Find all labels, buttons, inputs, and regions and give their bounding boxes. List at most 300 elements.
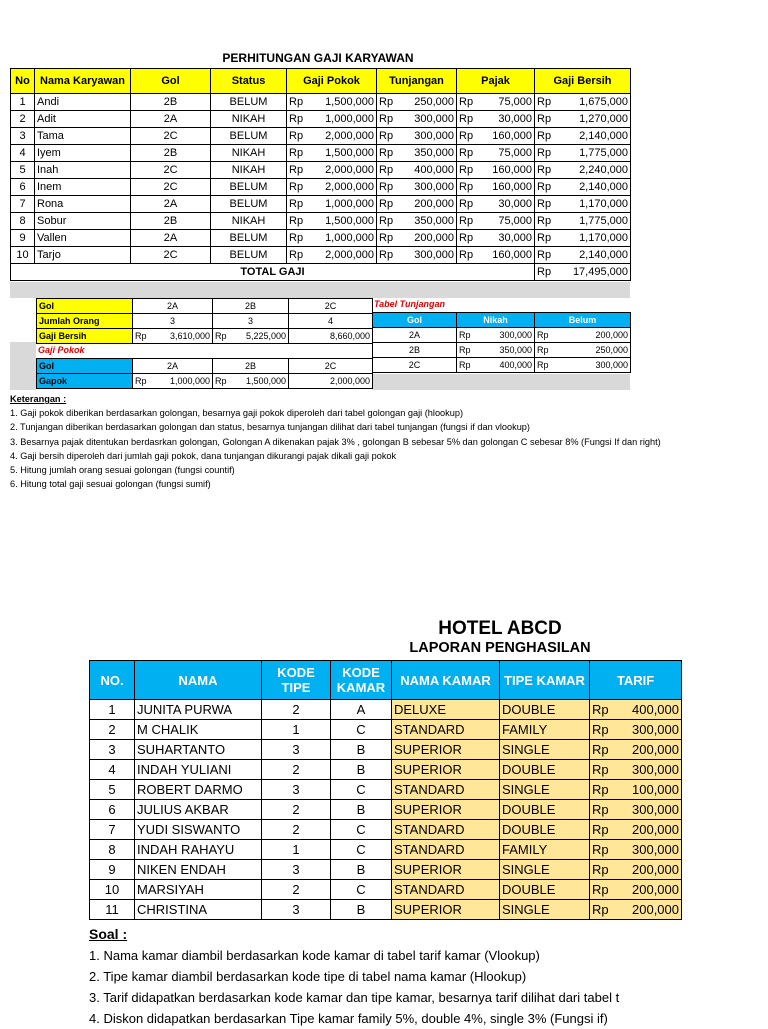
cell-kode-kamar: B xyxy=(331,760,392,780)
cell-kode-kamar: B xyxy=(331,900,392,920)
tunjangan-belum-value: 250,000 xyxy=(595,344,628,355)
currency: Rp xyxy=(289,214,304,227)
tunjangan-nikah-value: 400,000 xyxy=(499,359,532,370)
note-line: 5. Hitung jumlah orang sesuai golongan (fungsi countif) xyxy=(10,465,235,476)
gapok-value-row xyxy=(37,374,373,389)
tunjangan-belum xyxy=(535,343,631,358)
currency: Rp xyxy=(379,214,394,227)
cell-gol: 2A xyxy=(131,196,211,213)
hotel-table xyxy=(89,660,682,920)
table-row xyxy=(90,740,682,760)
cell-status: BELUM xyxy=(211,247,287,264)
currency: Rp xyxy=(289,95,304,108)
table-row xyxy=(373,358,631,373)
currency: Rp xyxy=(135,375,147,386)
cell-gaji-pokok-value: 2,000,000 xyxy=(325,129,374,142)
gray-band-top xyxy=(10,282,630,298)
cell-nama: ROBERT DARMO xyxy=(135,780,262,800)
summary-jumlah: 3 xyxy=(213,314,289,329)
cell-nama: Inah xyxy=(35,162,131,179)
table-row xyxy=(90,900,682,920)
cell-nama-kamar: STANDARD xyxy=(392,820,500,840)
cell-no: 6 xyxy=(90,800,135,820)
cell-nama: INDAH YULIANI xyxy=(135,760,262,780)
cell-pajak-value: 160,000 xyxy=(492,129,532,142)
cell-tarif-value: 300,000 xyxy=(632,801,679,817)
cell-kode-kamar: C xyxy=(331,840,392,860)
hotel-subtitle: LAPORAN PENGHASILAN xyxy=(409,640,591,656)
currency: Rp xyxy=(537,231,552,244)
gray-band-right xyxy=(372,374,630,390)
cell-gaji-pokok xyxy=(287,145,377,162)
currency: Rp xyxy=(459,214,474,227)
gray-band-side xyxy=(10,342,36,390)
cell-no: 1 xyxy=(11,94,35,111)
cell-kode-tipe: 3 xyxy=(262,900,331,920)
cell-no: 11 xyxy=(90,900,135,920)
cell-status: BELUM xyxy=(211,230,287,247)
currency: Rp xyxy=(379,197,394,210)
cell-gaji-pokok xyxy=(287,128,377,145)
currency: Rp xyxy=(379,95,394,108)
cell-kode-kamar: B xyxy=(331,800,392,820)
cell-no: 5 xyxy=(90,780,135,800)
cell-gaji-bersih-value: 2,140,000 xyxy=(579,180,628,193)
cell-nama: Sobur xyxy=(35,213,131,230)
cell-tipe-kamar: DOUBLE xyxy=(500,760,590,780)
header-tipe-kamar: TIPE KAMAR xyxy=(500,661,590,700)
cell-kode-tipe: 2 xyxy=(262,800,331,820)
currency: Rp xyxy=(537,329,549,340)
soal-line: 3. Tarif didapatkan berdasarkan kode kamar dan tipe kamar, besarnya tarif dilihat dari tabel t xyxy=(89,990,620,1005)
header-nama-kamar: NAMA KAMAR xyxy=(392,661,500,700)
summary-bersih-label: Gaji Bersih xyxy=(37,329,133,344)
gapok-col: 2A xyxy=(133,359,213,374)
cell-tunjangan-value: 300,000 xyxy=(414,180,454,193)
cell-tipe-kamar: FAMILY xyxy=(500,720,590,740)
tunjangan-nikah xyxy=(457,343,535,358)
cell-tunjangan xyxy=(377,196,457,213)
currency: Rp xyxy=(592,881,609,897)
currency: Rp xyxy=(215,330,227,341)
payroll-table xyxy=(10,68,631,281)
currency: Rp xyxy=(379,129,394,142)
header-kode-kamar: KODE KAMAR xyxy=(331,661,392,700)
currency: Rp xyxy=(592,861,609,877)
gaji-pokok-caption: Gaji Pokok xyxy=(38,345,85,355)
gapok-amount: 1,500,000 xyxy=(245,375,286,386)
cell-nama-kamar: DELUXE xyxy=(392,700,500,720)
cell-no: 7 xyxy=(90,820,135,840)
cell-tipe-kamar: SINGLE xyxy=(500,860,590,880)
cell-pajak-value: 75,000 xyxy=(498,95,532,108)
cell-no: 7 xyxy=(11,196,35,213)
cell-kode-kamar: A xyxy=(331,700,392,720)
table-row xyxy=(90,860,682,880)
cell-nama: M CHALIK xyxy=(135,720,262,740)
table-row xyxy=(11,247,631,264)
cell-kode-kamar: C xyxy=(331,880,392,900)
cell-tunjangan xyxy=(377,145,457,162)
cell-gaji-bersih-value: 1,170,000 xyxy=(579,231,628,244)
table-row xyxy=(90,700,682,720)
cell-tarif-value: 300,000 xyxy=(632,841,679,857)
note-line: 1. Gaji pokok diberikan berdasarkan golongan, besarnya gaji pokok diperoleh dari tabel golongan gaji (hlookup) xyxy=(10,408,464,419)
table-row xyxy=(90,760,682,780)
header-no: NO. xyxy=(90,661,135,700)
cell-kode-tipe: 2 xyxy=(262,820,331,840)
tunjangan-belum xyxy=(535,358,631,373)
gapok-value xyxy=(213,374,289,389)
tunjangan-caption: Tabel Tunjangan xyxy=(374,299,446,309)
tunjangan-belum xyxy=(535,328,631,343)
cell-tarif-value: 200,000 xyxy=(632,741,679,757)
cell-gaji-bersih xyxy=(535,179,631,196)
currency: Rp xyxy=(289,146,304,159)
note-line: 3. Besarnya pajak ditentukan berdasrkan golongan, Golongan A dikenakan pajak 3% , golongan B sebesar 5% dan golongan C sebesar 8% (Fungsi If dan right) xyxy=(10,436,661,447)
currency: Rp xyxy=(537,163,552,176)
soal-line: 4. Diskon didapatkan berdasarkan Tipe kamar family 5%, double 4%, single 3% (Fungsi if) xyxy=(89,1011,608,1026)
tunjangan-nikah-value: 300,000 xyxy=(499,329,532,340)
currency: Rp xyxy=(379,180,394,193)
table-row xyxy=(90,780,682,800)
cell-tarif xyxy=(590,720,682,740)
cell-tipe-kamar: DOUBLE xyxy=(500,800,590,820)
cell-tunjangan xyxy=(377,247,457,264)
payroll-title: PERHITUNGAN GAJI KARYAWAN xyxy=(222,51,414,65)
tunjangan-nikah xyxy=(457,328,535,343)
summary-jumlah-row xyxy=(37,314,373,329)
tunjangan-header: Belum xyxy=(535,313,631,328)
cell-no: 9 xyxy=(11,230,35,247)
currency: Rp xyxy=(537,265,552,278)
table-row xyxy=(373,328,631,343)
currency: Rp xyxy=(537,359,549,370)
cell-nama-kamar: SUPERIOR xyxy=(392,760,500,780)
cell-gaji-pokok-value: 1,500,000 xyxy=(325,95,374,108)
cell-tunjangan xyxy=(377,111,457,128)
tunjangan-nikah-value: 350,000 xyxy=(499,344,532,355)
cell-nama: Vallen xyxy=(35,230,131,247)
currency: Rp xyxy=(537,180,552,193)
cell-gaji-bersih-value: 2,240,000 xyxy=(579,163,628,176)
summary-jumlah-label: Jumlah Orang xyxy=(37,314,133,329)
cell-gaji-bersih xyxy=(535,145,631,162)
cell-gol: 2B xyxy=(131,213,211,230)
currency: Rp xyxy=(592,901,609,917)
cell-tarif xyxy=(590,760,682,780)
hotel-notes xyxy=(89,924,619,1029)
cell-kode-tipe: 3 xyxy=(262,780,331,800)
cell-gaji-bersih-value: 1,775,000 xyxy=(579,214,628,227)
tunjangan-belum-value: 300,000 xyxy=(595,359,628,370)
cell-gaji-bersih xyxy=(535,247,631,264)
cell-gaji-pokok-value: 1,000,000 xyxy=(325,112,374,125)
table-row xyxy=(90,820,682,840)
cell-kode-tipe: 1 xyxy=(262,720,331,740)
cell-status: NIKAH xyxy=(211,162,287,179)
cell-tipe-kamar: DOUBLE xyxy=(500,700,590,720)
summary-bersih: 8,660,000 xyxy=(289,329,373,344)
cell-nama: JUNITA PURWA xyxy=(135,700,262,720)
cell-pajak-value: 75,000 xyxy=(498,146,532,159)
cell-gaji-pokok xyxy=(287,247,377,264)
cell-no: 1 xyxy=(90,700,135,720)
cell-gaji-pokok xyxy=(287,111,377,128)
cell-tunjangan-value: 200,000 xyxy=(414,231,454,244)
cell-no: 10 xyxy=(90,880,135,900)
gapok-gol-label: Gol xyxy=(37,359,133,374)
table-row xyxy=(11,128,631,145)
cell-gaji-bersih xyxy=(535,196,631,213)
total-value-cell xyxy=(535,264,631,281)
hotel-header-row xyxy=(90,661,682,700)
cell-gaji-pokok xyxy=(287,94,377,111)
cell-pajak-value: 30,000 xyxy=(498,231,532,244)
table-row xyxy=(11,230,631,247)
cell-nama-kamar: STANDARD xyxy=(392,780,500,800)
cell-nama: Rona xyxy=(35,196,131,213)
cell-gaji-bersih xyxy=(535,111,631,128)
currency: Rp xyxy=(289,163,304,176)
cell-tipe-kamar: DOUBLE xyxy=(500,820,590,840)
cell-nama-kamar: SUPERIOR xyxy=(392,740,500,760)
cell-nama: Inem xyxy=(35,179,131,196)
cell-gaji-pokok-value: 1,000,000 xyxy=(325,231,374,244)
currency: Rp xyxy=(537,344,549,355)
cell-nama: MARSIYAH xyxy=(135,880,262,900)
currency: Rp xyxy=(459,359,471,370)
currency: Rp xyxy=(537,129,552,142)
summary-jumlah: 4 xyxy=(289,314,373,329)
cell-tunjangan xyxy=(377,94,457,111)
cell-gol: 2B xyxy=(131,145,211,162)
header-nama: NAMA xyxy=(135,661,262,700)
header-pajak: Pajak xyxy=(457,69,535,94)
cell-tarif xyxy=(590,820,682,840)
cell-status: NIKAH xyxy=(211,145,287,162)
cell-status: BELUM xyxy=(211,94,287,111)
cell-kode-tipe: 2 xyxy=(262,880,331,900)
cell-no: 4 xyxy=(90,760,135,780)
currency: Rp xyxy=(135,330,147,341)
cell-no: 8 xyxy=(11,213,35,230)
cell-pajak xyxy=(457,111,535,128)
cell-pajak xyxy=(457,213,535,230)
table-row xyxy=(11,196,631,213)
cell-pajak xyxy=(457,196,535,213)
cell-tarif-value: 200,000 xyxy=(632,821,679,837)
cell-kode-kamar: B xyxy=(331,860,392,880)
cell-gol: 2B xyxy=(131,94,211,111)
cell-pajak-value: 160,000 xyxy=(492,248,532,261)
currency: Rp xyxy=(459,329,471,340)
currency: Rp xyxy=(289,129,304,142)
currency: Rp xyxy=(215,375,227,386)
cell-status: BELUM xyxy=(211,128,287,145)
cell-gaji-bersih xyxy=(535,162,631,179)
cell-gaji-pokok-value: 2,000,000 xyxy=(325,163,374,176)
summary-bersih-value: 3,610,000 xyxy=(169,330,210,341)
cell-tunjangan xyxy=(377,213,457,230)
tunjangan-header: Nikah xyxy=(457,313,535,328)
currency: Rp xyxy=(459,180,474,193)
currency: Rp xyxy=(289,197,304,210)
currency: Rp xyxy=(537,112,552,125)
cell-tunjangan-value: 300,000 xyxy=(414,112,454,125)
currency: Rp xyxy=(289,248,304,261)
cell-tunjangan-value: 400,000 xyxy=(414,163,454,176)
cell-tarif-value: 200,000 xyxy=(632,861,679,877)
summary-bersih-row xyxy=(37,329,373,344)
table-row xyxy=(11,94,631,111)
cell-tarif-value: 300,000 xyxy=(632,761,679,777)
cell-gaji-pokok xyxy=(287,196,377,213)
currency: Rp xyxy=(459,163,474,176)
currency: Rp xyxy=(289,231,304,244)
total-value: 17,495,000 xyxy=(572,265,628,278)
currency: Rp xyxy=(459,231,474,244)
table-row xyxy=(90,800,682,820)
cell-tarif xyxy=(590,860,682,880)
cell-gaji-pokok-value: 2,000,000 xyxy=(325,248,374,261)
cell-tarif-value: 400,000 xyxy=(632,701,679,717)
currency: Rp xyxy=(537,146,552,159)
cell-tarif xyxy=(590,740,682,760)
cell-gol: 2A xyxy=(131,111,211,128)
summary-gol-row xyxy=(37,299,373,314)
currency: Rp xyxy=(459,344,471,355)
cell-gaji-bersih xyxy=(535,128,631,145)
header-no: No xyxy=(11,69,35,94)
cell-nama-kamar: SUPERIOR xyxy=(392,860,500,880)
cell-pajak xyxy=(457,162,535,179)
gapok-col: 2C xyxy=(289,359,373,374)
cell-nama-kamar: STANDARD xyxy=(392,720,500,740)
tunjangan-header-row xyxy=(373,313,631,328)
gapok-value: 2,000,000 xyxy=(289,374,373,389)
cell-pajak-value: 160,000 xyxy=(492,163,532,176)
currency: Rp xyxy=(592,801,609,817)
cell-gaji-bersih-value: 1,775,000 xyxy=(579,146,628,159)
table-row xyxy=(11,213,631,230)
cell-no: 4 xyxy=(11,145,35,162)
cell-tarif-value: 100,000 xyxy=(632,781,679,797)
cell-gaji-pokok xyxy=(287,213,377,230)
currency: Rp xyxy=(459,248,474,261)
cell-pajak-value: 30,000 xyxy=(498,197,532,210)
table-row xyxy=(90,840,682,860)
cell-gaji-bersih xyxy=(535,94,631,111)
cell-tunjangan-value: 300,000 xyxy=(414,129,454,142)
currency: Rp xyxy=(537,214,552,227)
header-tarif: TARIF xyxy=(590,661,682,700)
cell-pajak xyxy=(457,179,535,196)
cell-pajak xyxy=(457,230,535,247)
cell-kode-kamar: C xyxy=(331,720,392,740)
cell-nama-kamar: STANDARD xyxy=(392,840,500,860)
cell-gol: 2A xyxy=(131,230,211,247)
tunjangan-nikah xyxy=(457,358,535,373)
summary-bersih xyxy=(213,329,289,344)
cell-tarif xyxy=(590,800,682,820)
currency: Rp xyxy=(379,146,394,159)
cell-gaji-pokok-value: 1,500,000 xyxy=(325,214,374,227)
cell-tunjangan-value: 200,000 xyxy=(414,197,454,210)
gapok-label: Gapok xyxy=(37,374,133,389)
currency: Rp xyxy=(459,197,474,210)
cell-kode-tipe: 2 xyxy=(262,760,331,780)
payroll-header-row xyxy=(11,69,631,94)
cell-gaji-bersih-value: 2,140,000 xyxy=(579,248,628,261)
tunjangan-table xyxy=(372,312,631,373)
cell-gaji-pokok-value: 1,500,000 xyxy=(325,146,374,159)
payroll-notes xyxy=(10,392,661,491)
cell-gaji-pokok-value: 2,000,000 xyxy=(325,180,374,193)
cell-no: 3 xyxy=(11,128,35,145)
summary-col: 2C xyxy=(289,299,373,314)
currency: Rp xyxy=(459,95,474,108)
cell-tunjangan xyxy=(377,179,457,196)
cell-pajak xyxy=(457,145,535,162)
currency: Rp xyxy=(459,112,474,125)
currency: Rp xyxy=(592,821,609,837)
cell-no: 5 xyxy=(11,162,35,179)
cell-tunjangan-value: 300,000 xyxy=(414,248,454,261)
cell-pajak-value: 160,000 xyxy=(492,180,532,193)
cell-status: NIKAH xyxy=(211,213,287,230)
cell-gaji-pokok xyxy=(287,230,377,247)
cell-gaji-pokok xyxy=(287,179,377,196)
header-gaji-bersih: Gaji Bersih xyxy=(535,69,631,94)
cell-nama-kamar: SUPERIOR xyxy=(392,900,500,920)
currency: Rp xyxy=(592,781,609,797)
soal-line: 2. Tipe kamar diambil berdasarkan kode tipe di tabel nama kamar (Hlookup) xyxy=(89,969,527,984)
cell-no: 8 xyxy=(90,840,135,860)
hotel-body xyxy=(90,700,682,920)
header-gol: Gol xyxy=(131,69,211,94)
header-gaji-pokok: Gaji Pokok xyxy=(287,69,377,94)
tunjangan-gol: 2B xyxy=(373,343,457,358)
cell-kode-tipe: 2 xyxy=(262,700,331,720)
cell-nama: YUDI SISWANTO xyxy=(135,820,262,840)
summary-col: 2A xyxy=(133,299,213,314)
cell-tunjangan-value: 250,000 xyxy=(414,95,454,108)
cell-nama: Andi xyxy=(35,94,131,111)
summary-gol-label: Gol xyxy=(37,299,133,314)
summary-jumlah: 3 xyxy=(133,314,213,329)
cell-tarif xyxy=(590,880,682,900)
cell-gaji-bersih xyxy=(535,213,631,230)
total-row xyxy=(11,264,631,281)
payroll-body xyxy=(11,94,631,264)
cell-tarif-value: 200,000 xyxy=(632,901,679,917)
note-line: 4. Gaji bersih diperoleh dari jumlah gaji pokok, dana tunjangan dikurangi pajak dikali gaji pokok xyxy=(10,450,397,461)
cell-nama: CHRISTINA xyxy=(135,900,262,920)
cell-tunjangan xyxy=(377,162,457,179)
table-row xyxy=(90,720,682,740)
cell-kode-tipe: 3 xyxy=(262,860,331,880)
cell-gaji-bersih-value: 2,140,000 xyxy=(579,129,628,142)
currency: Rp xyxy=(289,112,304,125)
cell-nama: JULIUS AKBAR xyxy=(135,800,262,820)
cell-gaji-pokok xyxy=(287,162,377,179)
cell-gaji-pokok-value: 1,000,000 xyxy=(325,197,374,210)
header-tunjangan: Tunjangan xyxy=(377,69,457,94)
hotel-title: HOTEL ABCD xyxy=(438,618,562,639)
cell-tipe-kamar: SINGLE xyxy=(500,740,590,760)
currency: Rp xyxy=(537,197,552,210)
